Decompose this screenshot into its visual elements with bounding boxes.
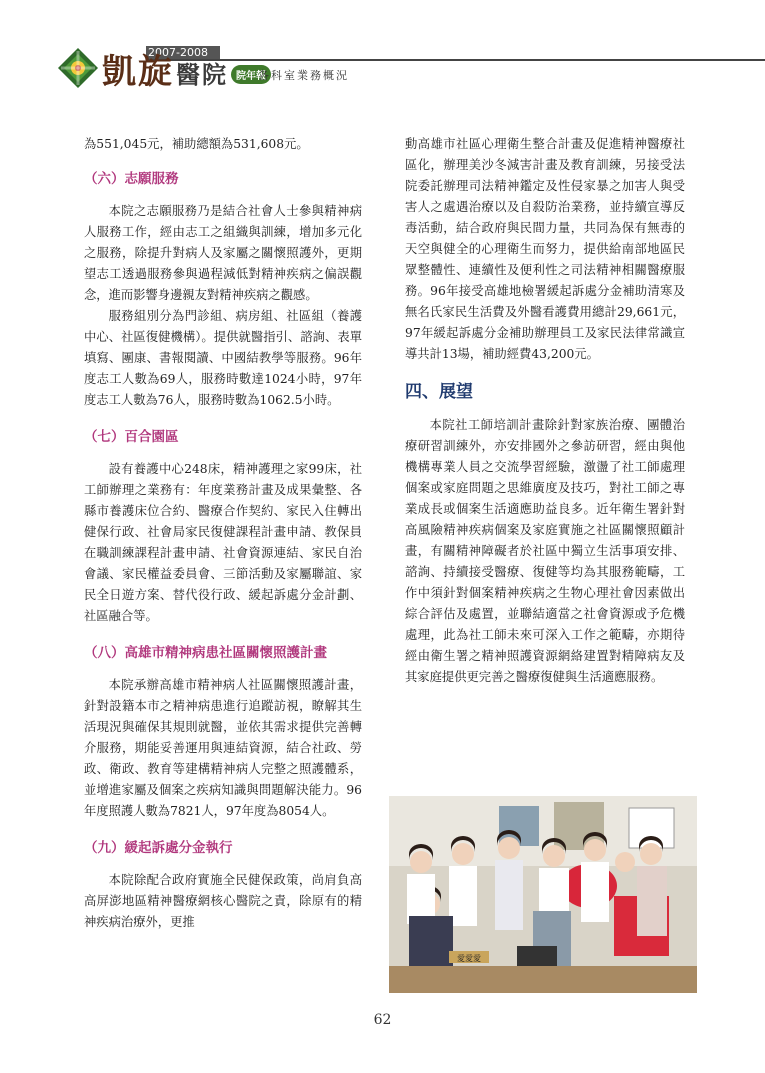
heading-lily-garden: （七）百合園區: [84, 429, 179, 445]
desk-sign-text: 愛愛愛: [457, 954, 481, 963]
deferred-prosecution-paragraph: 本院除配合政府實施全民健保政策，尚肩負高高屏澎地區精神醫療網核心醫院之責，除原有的精神疾病治療外，更推: [84, 873, 362, 929]
hospital-brand: [102, 44, 271, 93]
outlook-paragraph: 本院社工師培訓計畫除針對家族治療、團體治療研習訓練外，亦安排國外之參訪研習，經由與他機構專業人員之交流學習經驗，激盪了社工師處理個案或家庭問題之思維廣度及技巧，對社工師之專業成長或個案生活適應助益良多。近年衛生署針對高風險精神疾病個案及家庭實施之社區關懷照顧計畫，有關精神障礙者於社區中獨立生活事項安排、諮詢、持續接受醫療、復健等均為其服務範疇，工作中須針對個案精神疾病之生物心理社會因素做出綜合評估及處置，並聯結適當之社會資源或予危機處理，此為社工師未來可深入工作之範疇，亦期待經由衛生署之精神照護資源網絡建置對精障病友及其家庭提供更完善之醫療復健與生活適應服務。: [405, 418, 685, 684]
left-column: [84, 134, 362, 933]
brand-main: 凱旋: [102, 52, 174, 92]
heading-community-care: （八）高雄市精神病患社區關懷照護計畫: [84, 645, 327, 661]
lily-garden-paragraph: 設有養護中心248床，精神護理之家99床，社工師辦理之業務有：年度業務計畫及成果彙整、各縣市養護床位合約、醫療合作契約、家民入住轉出健保行政、社會局家民復健課程計畫申請、教保員在職訓練課程計畫申請、社會資源連結、家民自治會議、家民權益委員會、三節活動及家屬聯誼、家民全日遊方案、替代役行政、緩起訴處分金計劃、社區融合等。: [84, 462, 362, 623]
left-intro-text: 為551,045元，補助總額為531,608元。: [84, 137, 309, 151]
brand-sub: 醫院: [176, 60, 228, 89]
year-range: 2007-2008: [146, 46, 220, 59]
heading-deferred-prosecution: （九）緩起訴處分金執行: [84, 840, 233, 856]
staff-group-photo: [389, 796, 697, 993]
heading-volunteer-service: （六）志願服務: [84, 171, 179, 187]
right-column: [405, 134, 685, 688]
page-number: 62: [373, 1012, 392, 1028]
annual-report-badge: 院年報: [231, 65, 271, 84]
heading-outlook: 四、展望: [405, 382, 473, 402]
hospital-logo-icon: [58, 48, 98, 88]
community-care-paragraph: 本院承辦高雄市精神病人社區關懷照護計畫，針對設籍本市之精神病患進行追蹤訪視，瞭解其生活現況與確保其規則就醫，並依其需求提供完善轉介服務，期能妥善運用與連結資源，結合社政、勞政、衛政、教育等建構精神病人完整之照護體系，並增進家屬及個案之疾病知識與問題解決能力。96年度照護人數為7821人，97年度為8054人。: [84, 678, 362, 818]
right-continued-text: 動高雄市社區心理衛生整合計畫及促進精神醫療社區化，辦理美沙冬減害計畫及教育訓練，另接受法院委託辦理司法精神鑑定及性侵家暴之加害人與受害人之處遇治療以及自殺防治業務，並持續宣導反毒活動，結合政府與民間力量，共同為保有無毒的天空與健全的心理衛生而努力，提供給南部地區民眾整體性、連續性及便利性之司法精神相關醫療服務。96年接受高雄地檢署緩起訴處分金補助清寒及無名氏家民生活費及外醫看護費用總計29,661元，97年緩起訴處分金補助辦理員工及家民法律常識宣導共計13場，補助經費43,200元。: [405, 137, 685, 361]
page-header: [0, 0, 765, 110]
section-subtitle: 各科室業務概況: [258, 69, 349, 82]
volunteer-paragraph-2: 服務組別分為門診組、病房組、社區組（養護中心、社區復健機構）。提供就醫指引、諮詢、表單填寫、團康、書報閱讀、中國結教學等服務。96年度志工人數為69人，服務時數達1024小時，97年度志工人數為76人，服務時數為1062.5小時。: [84, 309, 362, 407]
volunteer-paragraph-1: 本院之志願服務乃是結合社會人士參與精神病人服務工作，經由志工之組織與訓練，增加多元化之服務，除提升對病人及家屬之關懷照護外，更期望志工透過服務參與過程減低對精神疾病之偏誤觀念，進而影響身邊親友對精神疾病之觀感。: [84, 204, 362, 302]
